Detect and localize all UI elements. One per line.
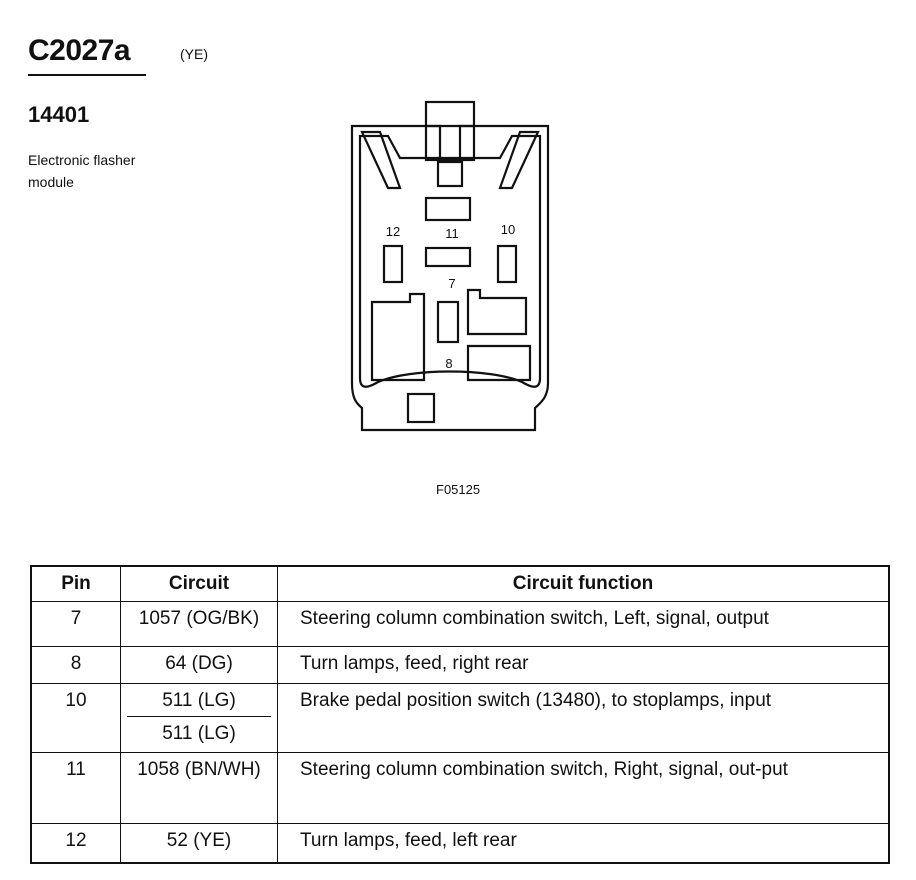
circuit-cell: [121, 602, 278, 647]
circuit-cell: [121, 684, 278, 753]
table-row: [31, 824, 889, 864]
part-number: 14401: [28, 102, 90, 127]
connector-id-underline: [28, 74, 146, 76]
circuit-value: 1058 (BN/WH): [137, 759, 261, 780]
pin-7-slot: [426, 248, 470, 266]
circuit-cell: [121, 647, 278, 684]
left-cavity: [372, 294, 424, 380]
circuit-value-secondary: 511 (LG): [127, 716, 271, 749]
pin-10-slot: [498, 246, 516, 282]
circuit-value: 64 (DG): [165, 653, 233, 674]
column-header-function: Circuit function: [278, 566, 890, 602]
pin-cell: 10: [31, 684, 121, 753]
function-cell: Turn lamps, feed, left rear: [278, 824, 890, 864]
pin-label-7: 7: [448, 276, 456, 291]
pin-cell: 7: [31, 602, 121, 647]
table-row: [31, 684, 889, 753]
function-cell: Steering column combination switch, Right, signal, out-put: [278, 753, 890, 824]
function-cell: Brake pedal position switch (13480), to stoplamps, input: [278, 684, 890, 753]
circuit-value: 1057 (OG/BK): [138, 608, 260, 629]
table-row: [31, 602, 889, 647]
pin-label-10: 10: [500, 222, 516, 237]
figure-code: F05125: [436, 482, 481, 497]
pinout-table: [30, 565, 890, 864]
pin-cell: 8: [31, 647, 121, 684]
pin-cell: 11: [31, 753, 121, 824]
table-row: [31, 647, 889, 684]
circuit-cell: [121, 753, 278, 824]
pin-label-12: 12: [385, 224, 401, 239]
bottom-key: [408, 394, 434, 422]
function-cell: Steering column combination switch, Left, signal, output: [278, 602, 890, 647]
pin-12-slot: [384, 246, 402, 282]
connector-face-diagram: [340, 98, 560, 438]
pin-8-slot: [438, 302, 458, 342]
right-cavity-upper: [468, 290, 526, 334]
table-row: [31, 753, 889, 824]
connector-inner-outline: [360, 136, 540, 387]
connector-color: (YE): [180, 46, 208, 62]
top-tab: [426, 102, 474, 160]
pin-cell: 12: [31, 824, 121, 864]
connector-id: C2027a: [28, 34, 131, 67]
circuit-value: 52 (YE): [166, 830, 232, 851]
pin-label-11: 11: [445, 226, 459, 241]
column-header-circuit: Circuit: [121, 566, 278, 602]
latch-right: [500, 132, 538, 188]
table-header-row: [31, 566, 889, 602]
pin-11-slot: [426, 198, 470, 220]
column-header-pin: Pin: [31, 566, 121, 602]
latch-left: [362, 132, 400, 188]
pin-label-8: 8: [445, 356, 453, 371]
part-description: Electronic flasher module: [28, 152, 136, 190]
top-key: [438, 162, 462, 186]
circuit-value: 511 (LG): [162, 690, 236, 711]
circuit-cell: [121, 824, 278, 864]
function-cell: Turn lamps, feed, right rear: [278, 647, 890, 684]
